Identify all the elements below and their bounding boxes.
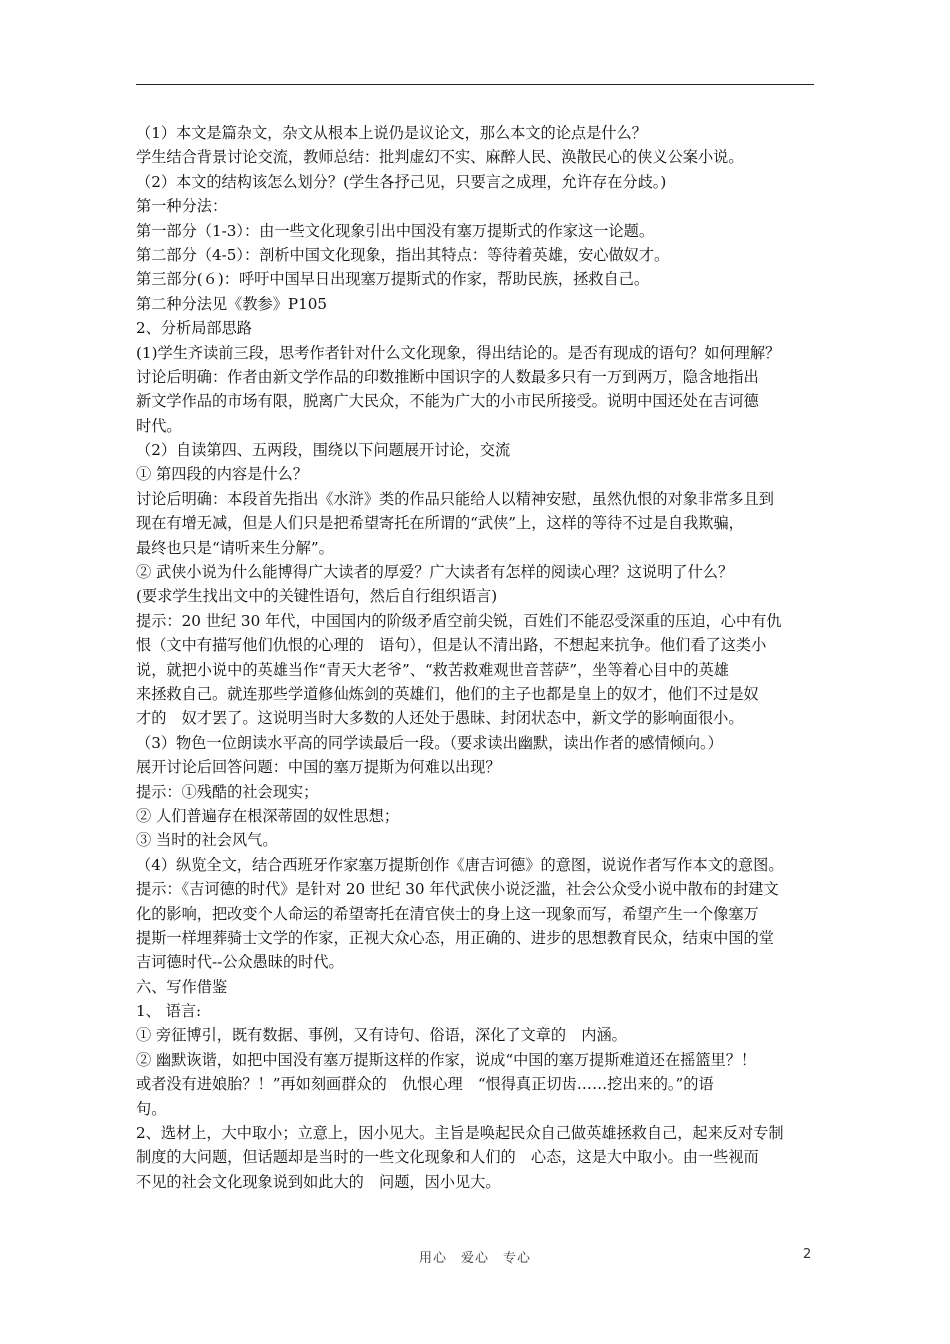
text-line: ③ 当时的社会风气。: [136, 831, 278, 850]
text-line: ① 第四段的内容是什么？: [136, 465, 308, 484]
text-line: 才的 奴才罢了。这说明当时大多数的人还处于愚昧、封闭状态中，新文学的影响面很小。: [136, 709, 744, 728]
header-rule: [136, 84, 814, 85]
text-line: 提示：①残酷的社会现实；: [136, 782, 319, 801]
text-line: 新文学作品的市场有限，脱离广大民众，不能为广大的小市民所接受。说明中国还处在吉诃德: [136, 392, 759, 411]
text-line: （2）本文的结构该怎么划分？(学生各抒己见，只要言之成理，允许存在分歧。): [136, 172, 667, 191]
text-line: （3）物色一位朗读水平高的同学读最后一段。（要求读出幽默，读出作者的感情倾向。）: [136, 733, 723, 752]
text-line: 学生结合背景讨论交流，教师总结：批判虚幻不实、麻醉人民、涣散民心的侠义公案小说。: [136, 148, 744, 167]
page-footer: 用心 爱心 专心: [418, 1251, 531, 1266]
text-line: ② 人们普遍存在根深蒂固的奴性思想；: [136, 806, 400, 825]
text-line: 时代。: [136, 416, 182, 435]
text-line: 六、写作借鉴: [136, 977, 228, 996]
text-line: ② 幽默诙谐，如把中国没有塞万提斯这样的作家，说成“中国的塞万提斯难道还在摇篮里？！: [136, 1050, 757, 1069]
text-line: 最终也只是“请听来生分解”。: [136, 538, 334, 557]
text-line: (要求学生找出文中的关键性语句，然后自行组织语言): [136, 587, 498, 606]
text-line: 第一种分法：: [136, 197, 228, 216]
text-line: 恨（文中有描写他们仇恨的心理的 语句），但是认不清出路，不想起来抗争。他们看了这类小: [136, 636, 767, 655]
text-line: (1)学生齐读前三段，思考作者针对什么文化现象，得出结论的。是否有现成的语句？如何理解？: [136, 343, 781, 362]
text-line: 1、 语言:: [136, 1002, 202, 1021]
text-line: 第三部分(６)：呼吁中国早日出现塞万提斯式的作家，帮助民族，拯救自己。: [136, 270, 650, 289]
text-line: （2）自读第四、五两段，围绕以下问题展开讨论，交流: [136, 441, 511, 460]
text-line: （1）本文是篇杂文，杂文从根本上说仍是议论文，那么本文的论点是什么？: [136, 124, 647, 142]
text-line: 现在有增无减，但是人们只是把希望寄托在所谓的“武侠”上，这样的等待不过是自我欺骗，: [136, 514, 744, 533]
text-line: ② 武侠小说为什么能博得广大读者的厚爱？广大读者有怎样的阅读心理？这说明了什么？: [136, 563, 734, 582]
text-line: 或者没有进娘胎？！”再如刻画群众的 仇恨心理 “恨得真正切齿……挖出来的。”的语: [136, 1075, 714, 1094]
text-line: 来拯救自己。就连那些学道修仙炼剑的英雄们，他们的主子也都是皇上的奴才，他们不过是奴: [136, 684, 759, 703]
text-line: 2、选材上，大中取小；立意上，因小见大。主旨是唤起民众自己做英雄拯救自己，起来反对专制: [136, 1124, 784, 1143]
text-line: 提示：20 世纪 30 年代，中国国内的阶级矛盾空前尖锐，百姓们不能忍受深重的压迫，心中有仇: [136, 611, 782, 630]
text-line: ① 旁征博引，既有数据、事例，又有诗句、俗语，深化了文章的 内涵。: [136, 1026, 627, 1045]
text-line: 第二部分（4-5）：剖析中国文化现象，指出其特点：等待着英雄，安心做奴才。: [136, 245, 670, 264]
text-line: 不见的社会文化现象说到如此大的 问题，因小见大。: [136, 1172, 501, 1191]
text-line: 提斯一样埋葬骑士文学的作家，正视大众心态，用正确的、进步的思想教育民众，结束中国的堂: [136, 928, 774, 947]
text-line: 第一部分（1-3）：由一些文化现象引出中国没有塞万提斯式的作家这一论题。: [136, 221, 655, 240]
text-line: 2、分析局部思路: [136, 319, 252, 338]
text-line: 吉诃德时代--公众愚昧的时代。: [136, 953, 344, 972]
text-line: 句。: [136, 1099, 167, 1118]
text-line: 提示：《吉诃德的时代》是针对 20 世纪 30 年代武侠小说泛滥，社会公众受小说中散布的封建文: [136, 880, 779, 899]
text-line: 制度的大问题，但话题却是当时的一些文化现象和人们的 心态，这是大中取小。由一些视而: [136, 1148, 759, 1167]
document-body: [136, 121, 826, 1194]
text-line: 第二种分法见《教参》P105: [136, 294, 328, 313]
text-line: （4）纵览全文，结合西班牙作家塞万提斯创作《唐吉诃德》的意图，说说作者写作本文的意图。: [136, 855, 784, 874]
text-line: 讨论后明确：本段首先指出《水浒》类的作品只能给人以精神安慰，虽然仇恨的对象非常多且到: [136, 489, 774, 508]
text-line: 讨论后明确：作者由新文学作品的印数推断中国识字的人数最多只有一万到两万，隐含地指出: [136, 367, 759, 386]
text-line: 展开讨论后回答问题：中国的塞万提斯为何难以出现？: [136, 758, 501, 777]
text-line: 说，就把小说中的英雄当作“青天大老爷”、“救苦救难观世音菩萨”，坐等着心目中的英雄: [136, 660, 729, 679]
text-line: 化的影响，把改变个人命运的希望寄托在清官侠士的身上这一现象而写，希望产生一个像塞万: [136, 904, 759, 923]
page-number: 2: [803, 1247, 812, 1262]
